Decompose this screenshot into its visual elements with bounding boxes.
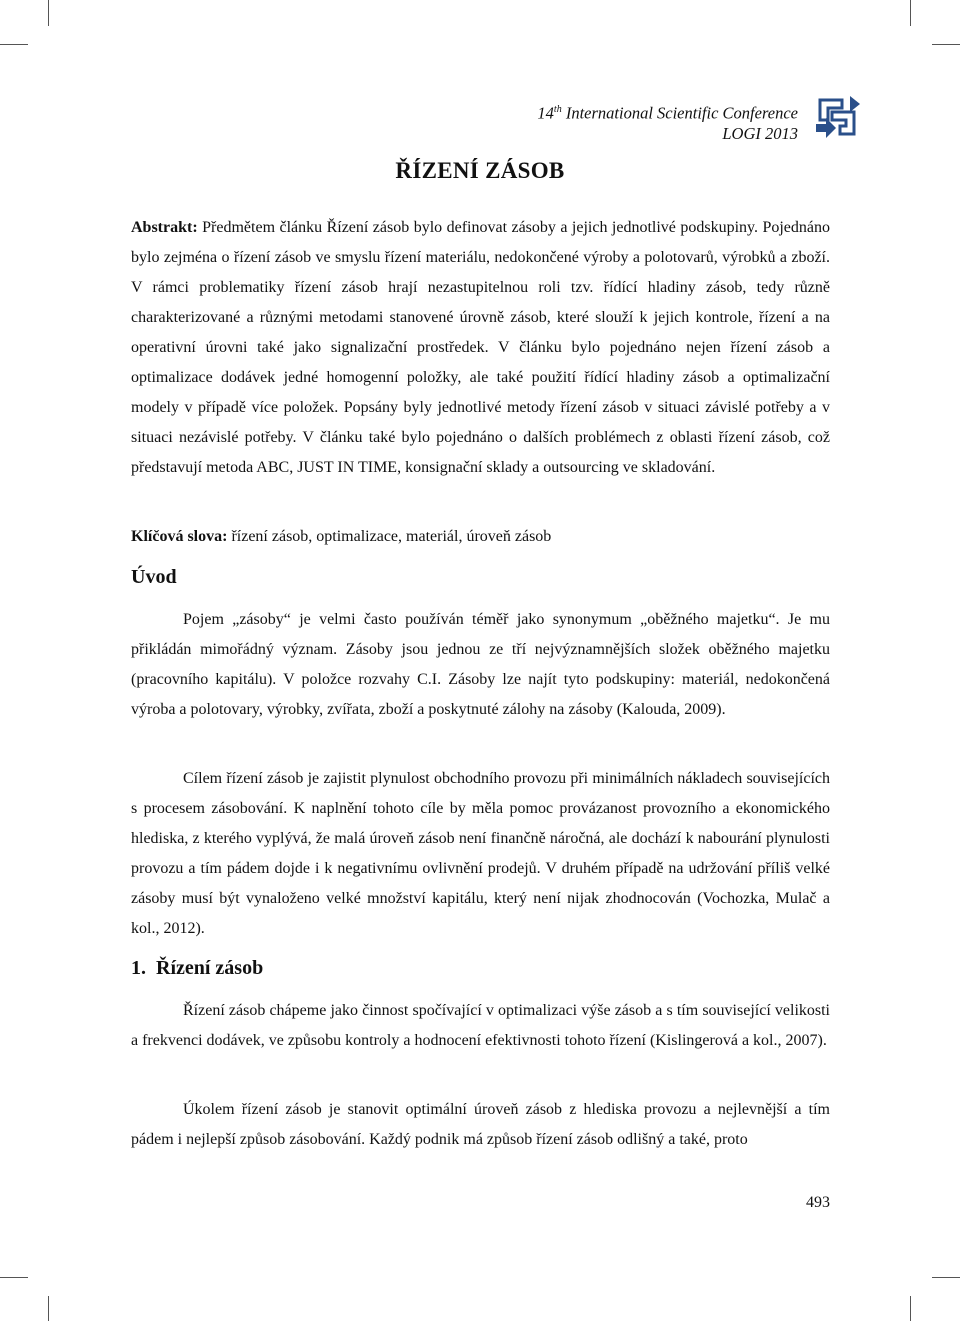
crop-mark [48, 1296, 49, 1321]
page-number: 493 [806, 1194, 830, 1211]
keywords [131, 522, 830, 552]
intro-paragraph [131, 764, 830, 944]
abstract [131, 213, 830, 483]
conference-name: International Scientific Conference [565, 103, 798, 123]
logi-conference-logo-icon [812, 94, 862, 142]
crop-mark [932, 44, 960, 45]
conference-name-line [537, 100, 798, 124]
paragraph-text: Řízení zásob chápeme jako činnost spočívající v optimalizaci výše zásob a s tím související velikosti a frekvenci dodávek, ve způsobu kontroly a hodnocení efektivnosti tohoto řízení (Kislingerová a kol., 2007). [131, 1002, 830, 1049]
abstract-label: Abstrakt: [131, 219, 198, 236]
crop-mark [910, 0, 911, 26]
conference-header [537, 100, 798, 144]
paragraph-text: Cílem řízení zásob je zajistit plynulost obchodního provozu při minimálních nákladech souvisejících s procesem zásobování. K naplnění tohoto cíle by měla pomoc provázanost provozního a ekonomického hlediska, z kterého vyplývá, že malá úroveň zásob není finančně náročná, ale dochází k nabourání plynulosti provozu a tím pádem dojde i k negativnímu ovlivnění prodejů. V druhém případě na udržování příliš velké zásoby musí být vynaloženo velké množství kapitálu, který není nijak zhodnocován (Vochozka, Mulač a kol., 2012). [131, 770, 830, 937]
paragraph-text: Úkolem řízení zásob je stanovit optimální úroveň zásob z hlediska provozu a nejlevnější a tím pádem i nejlepší způsob zásobování. Každý podnik má způsob řízení zásob odlišný a také, proto [131, 1101, 830, 1148]
crop-mark [932, 1277, 960, 1278]
section-1-paragraph [131, 996, 830, 1056]
conference-short: LOGI 2013 [722, 123, 798, 143]
abstract-text: Předmětem článku Řízení zásob bylo definovat zásoby a jejich jednotlivé podskupiny. Pojednáno bylo zejména o řízení zásob ve smyslu řízení materiálu, nedokončené výroby a polotovarů, výrobků a zboží. V rámci problematiky řízení zásob hrají nezastupitelnou roli tzv. řídící hladiny zásob, tedy různě charakterizované a různými metodami stanovené úrovně zásob, které slouží k jejich kontrole, řízení a na operativní úrovni také jako signalizační prostředek. V článku bylo pojednáno nejen řízení zásob a optimalizace dodávek jedné homogenní položky, ale také použití řídící hladiny zásob a optimalizační modely v případě více položek. Popsány byly jednotlivé metody řízení zásob v situaci závislé potřeby a v situaci nezávislé potřeby. V článku také bylo pojednáno o dalších problémech z oblasti řízení zásob, což představují metoda ABC, JUST IN TIME, konsignační sklady a outsourcing ve skladování. [131, 219, 831, 476]
conference-number: 14 [537, 103, 554, 123]
section-heading-1 [131, 957, 263, 980]
paragraph-text: Pojem „zásoby“ je velmi často používán téměř jako synonymum „oběžného majetku“. Je mu přikládán mimořádný význam. Zásoby jsou jednou ze tří nejvýznamnějších složek oběžného majetku (pracovního kapitálu). V položce rozvahy C.I. Zásoby lze najít tyto podskupiny: materiál, nedokončená výroba a polotovary, výrobky, zvířata, zboží a poskytnuté zálohy na zásoby (Kalouda, 2009). [131, 611, 830, 718]
intro-paragraph [131, 605, 830, 725]
section-1-paragraph [131, 1095, 830, 1155]
conference-ordinal: th [553, 104, 562, 115]
crop-mark [0, 1277, 28, 1278]
section-title: Řízení zásob [156, 957, 264, 979]
crop-mark [48, 0, 49, 26]
crop-mark [910, 1296, 911, 1321]
section-number: 1. [131, 957, 146, 979]
keywords-label: Klíčová slova: [131, 528, 228, 545]
keywords-text: řízení zásob, optimalizace, materiál, úroveň zásob [231, 528, 552, 545]
crop-mark [0, 44, 28, 45]
section-heading-intro: Úvod [131, 566, 177, 588]
paper-title: ŘÍZENÍ ZÁSOB [395, 158, 565, 183]
